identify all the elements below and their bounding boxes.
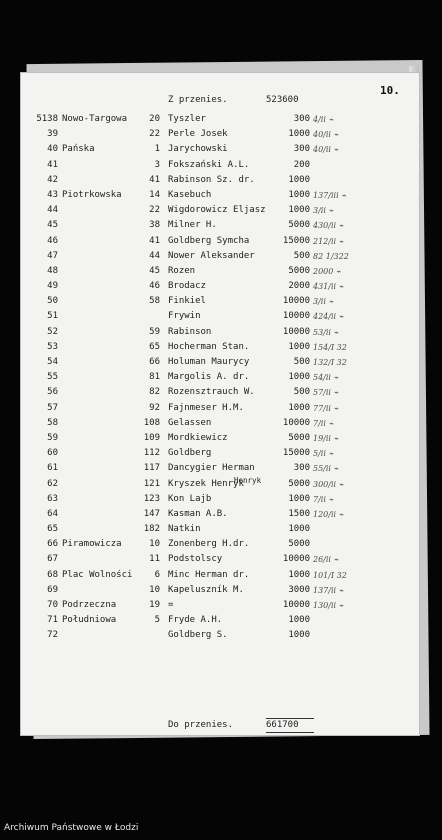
house-number: 182 (143, 524, 160, 535)
amount: 1000 (288, 341, 310, 352)
ledger-row (20, 628, 420, 643)
amount: 5000 (288, 539, 310, 550)
ledger-row (20, 401, 420, 416)
entry-number: 67 (47, 554, 58, 565)
ledger-row (20, 583, 420, 598)
entry-number: 55 (47, 372, 58, 383)
handwritten-note: 424/ii ⌁ (313, 312, 344, 322)
ledger-row (20, 492, 420, 507)
handwritten-note: 3/ii ⌁ (313, 206, 334, 216)
amount: 15000 (282, 448, 310, 459)
house-number: 5 (154, 615, 160, 626)
entry-number: 59 (47, 432, 58, 443)
amount: 1500 (288, 508, 310, 519)
ledger-row (20, 446, 420, 461)
amount: 1000 (288, 174, 310, 185)
payer-name: Kryszek Henryk (168, 478, 244, 489)
house-number: 10 (149, 584, 160, 595)
payer-name: Natkin (168, 524, 201, 535)
entry-number: 72 (47, 630, 58, 641)
entry-number: 64 (47, 508, 58, 519)
payer-name: Goldberg Symcha (168, 235, 250, 246)
amount: 1000 (288, 493, 310, 504)
amount: 300 (293, 114, 310, 124)
amount: 2000 (288, 281, 310, 292)
ledger-row (20, 173, 420, 188)
ledger-row (20, 249, 420, 264)
ledger-row (20, 309, 420, 324)
payer-name: Fryde A.H. (168, 615, 223, 626)
amount: 300 (293, 144, 310, 155)
entry-number: 63 (47, 493, 58, 504)
handwritten-note: 7/ii ⌁ (313, 494, 334, 504)
ledger-row (20, 552, 420, 567)
house-number: 38 (149, 220, 160, 231)
payer-name: Frywin (168, 311, 201, 322)
amount: 1000 (288, 630, 310, 641)
handwritten-note: 430/ii ⌁ (313, 221, 344, 231)
entry-number: 62 (47, 478, 58, 489)
amount: 5000 (288, 478, 310, 489)
house-number: 147 (143, 508, 160, 519)
ledger-row (20, 264, 420, 279)
payer-name: Finkiel (168, 296, 206, 307)
carry-out-line (168, 720, 299, 730)
street-name: Piramowicza (62, 539, 122, 550)
handwritten-note: 54/ii ⌁ (313, 373, 339, 383)
payer-name: Margolis A. dr. (168, 372, 250, 383)
amount: 1000 (288, 569, 310, 580)
amount: 1000 (288, 402, 310, 413)
payer-name: Perle Josek (168, 129, 228, 140)
handwritten-note: 7/ii ⌁ (313, 418, 334, 428)
amount: 3000 (288, 584, 310, 595)
ledger-row (20, 218, 420, 233)
house-number: 3 (154, 159, 160, 170)
payer-name: Holuman Maurycy (168, 357, 250, 367)
payer-name: Jarychowski (168, 144, 228, 155)
handwritten-note: 77/ii ⌁ (313, 403, 339, 413)
house-number: 109 (143, 432, 160, 443)
amount: 10000 (282, 326, 310, 337)
handwritten-note: 300/ii ⌁ (313, 479, 344, 489)
entry-number: 56 (47, 387, 58, 398)
archive-watermark: Archiwum Państwowe w Łodzi (4, 823, 139, 833)
payer-name: Kasman A.B. (168, 508, 228, 519)
handwritten-note: 137/ii ⌁ (313, 585, 344, 595)
ledger-row (20, 598, 420, 613)
payer-name: Minc Herman dr. (168, 569, 250, 580)
entry-number: 45 (47, 220, 58, 231)
house-number: 20 (149, 114, 160, 124)
handwritten-note: 4/ii ⌁ (313, 115, 334, 124)
ledger-row (20, 325, 420, 340)
carry-in-line (168, 95, 299, 105)
ledger-row (20, 431, 420, 446)
amount: 10000 (282, 296, 310, 307)
handwritten-note: 212/ii ⌁ (313, 236, 344, 246)
payer-name: Wigdorowicz Eljasz (168, 205, 266, 216)
entry-number: 58 (47, 417, 58, 428)
amount: 200 (293, 159, 310, 170)
entry-number: 51 (47, 311, 58, 322)
entry-number: 50 (47, 296, 58, 307)
entry-number: 66 (47, 539, 58, 550)
amount: 1000 (288, 615, 310, 626)
entry-number: 40 (47, 144, 58, 155)
page-number: 10. (380, 84, 400, 97)
total-rule-top (266, 718, 314, 719)
payer-name: Gelassen (168, 417, 212, 428)
house-number: 92 (149, 402, 160, 413)
ledger-row (20, 127, 420, 142)
entry-number: 71 (47, 615, 58, 626)
carry-out-label: Do przenies. (168, 720, 234, 730)
handwritten-note: 130/ii ⌁ (313, 601, 344, 610)
entry-number: 42 (47, 174, 58, 185)
amount: 1000 (288, 372, 310, 383)
entry-number: 53 (47, 341, 58, 352)
ledger-row (20, 158, 420, 173)
payer-name: Tyszler (168, 114, 206, 124)
payer-name: Dancygier Herman (168, 463, 255, 474)
street-name: Nowo-Targowa (62, 114, 128, 124)
entry-number: 54 (47, 357, 58, 367)
handwritten-note: 57/ii ⌁ (313, 388, 339, 398)
entry-number: 5138 (36, 114, 58, 124)
entry-number: 41 (47, 159, 58, 170)
ledger-row (20, 279, 420, 294)
house-number: 46 (149, 281, 160, 292)
house-number: 44 (149, 250, 160, 261)
ledger-row (20, 613, 420, 628)
ledger-row (20, 537, 420, 552)
house-number: 41 (149, 174, 160, 185)
ledger-row (20, 568, 420, 583)
handwritten-note: 137/iii ⌁ (313, 190, 346, 200)
payer-name: Goldberg (168, 448, 212, 459)
street-name: Piotrkowska (62, 189, 122, 200)
payer-name: Rozensztrauch W. (168, 387, 255, 398)
ledger-row (20, 203, 420, 218)
carry-in-amount: 523600 (266, 95, 299, 105)
street-name: Podrzeczna (62, 600, 117, 610)
ledger-row (20, 461, 420, 476)
entry-number: 46 (47, 235, 58, 246)
handwritten-note: 53/ii ⌁ (313, 327, 339, 337)
amount: 1000 (288, 205, 310, 216)
house-number: 117 (143, 463, 160, 474)
entry-number: 65 (47, 524, 58, 535)
ledger-row (20, 477, 420, 492)
amount: 5000 (288, 265, 310, 276)
house-number: 10 (149, 539, 160, 550)
ledger-page (20, 72, 420, 736)
handwritten-note: 82 1/322 (313, 251, 349, 261)
entry-number: 60 (47, 448, 58, 459)
payer-name: Hocherman Stan. (168, 341, 250, 352)
house-number: 66 (149, 357, 160, 367)
ledger-row (20, 142, 420, 157)
amount: 10000 (282, 600, 310, 610)
house-number: 45 (149, 265, 160, 276)
amount: 300 (293, 463, 310, 474)
carry-in-label: Z przenies. (168, 95, 228, 105)
house-number: 1 (154, 144, 160, 155)
amount: 10000 (282, 417, 310, 428)
house-number: 82 (149, 387, 160, 398)
handwritten-note: 19/ii ⌁ (313, 433, 339, 443)
ledger-row (20, 370, 420, 385)
house-number: 59 (149, 326, 160, 337)
ledger (20, 72, 420, 736)
house-number: 58 (149, 296, 160, 307)
carry-out-amount: 661700 (266, 720, 299, 730)
house-number: 22 (149, 129, 160, 140)
payer-name: Rabinson (168, 326, 212, 337)
handwritten-note: 2000 ⌁ (313, 266, 341, 276)
handwritten-note: 3/ii ⌁ (313, 297, 334, 307)
ledger-row (20, 112, 420, 127)
entry-number: 47 (47, 250, 58, 261)
handwritten-note: 120/ii ⌁ (313, 509, 344, 519)
handwritten-note: 40/ii ⌁ (313, 145, 339, 155)
amount: 500 (293, 387, 310, 398)
payer-name: Fokszański A.L. (168, 159, 250, 170)
house-number: 121 (143, 478, 160, 489)
entry-number: 70 (47, 600, 58, 610)
street-name: Południowa (62, 615, 117, 626)
ledger-row (20, 294, 420, 309)
amount: 500 (293, 357, 310, 367)
amount: 10000 (282, 311, 310, 322)
amount: 10000 (282, 554, 310, 565)
street-name: Pańska (62, 144, 95, 155)
payer-name: Nower Aleksander (168, 250, 255, 261)
amount: 1000 (288, 524, 310, 535)
street-name: Plac Wolności (62, 569, 133, 580)
amount: 5000 (288, 220, 310, 231)
entry-number: 68 (47, 569, 58, 580)
payer-name: Kapeluszník M. (168, 584, 244, 595)
handwritten-note: 26/ii ⌁ (313, 555, 339, 565)
amount: 5000 (288, 432, 310, 443)
amount: 500 (293, 250, 310, 261)
house-number: 112 (143, 448, 160, 459)
payer-name: Rabinson Sz. dr. (168, 174, 255, 185)
ledger-row (20, 188, 420, 203)
ledger-rows (20, 112, 420, 644)
total-rule-bottom (266, 732, 314, 733)
house-number: 22 (149, 205, 160, 216)
house-number: 123 (143, 493, 160, 504)
payer-name: Zonenberg H.dr. (168, 539, 250, 550)
house-number: 6 (154, 569, 160, 580)
handwritten-note: 101/I 32 (313, 570, 347, 580)
handwritten-note: 5/ii ⌁ (313, 449, 334, 459)
entry-number: 57 (47, 402, 58, 413)
house-number: 14 (149, 189, 160, 200)
payer-name: = (168, 600, 174, 610)
entry-number: 61 (47, 463, 58, 474)
entry-number: 69 (47, 584, 58, 595)
house-number: 19 (149, 600, 160, 610)
payer-name: Brodacz (168, 281, 206, 292)
ledger-row (20, 385, 420, 400)
ledger-row (20, 355, 420, 370)
entry-number: 49 (47, 281, 58, 292)
ledger-row (20, 507, 420, 522)
payer-name: Kasebuch (168, 189, 212, 200)
entry-number: 48 (47, 265, 58, 276)
house-number: 11 (149, 554, 160, 565)
payer-name: Kon Lajb (168, 493, 212, 504)
ledger-row (20, 340, 420, 355)
payer-name: Fajnmeser H.M. (168, 402, 244, 413)
payer-name: Mordkiewicz (168, 432, 228, 443)
payer-name: Milner H. (168, 220, 217, 231)
handwritten-note: 55/ii ⌁ (313, 464, 339, 474)
payer-name: Goldberg S. (168, 630, 228, 641)
house-number: 108 (143, 417, 160, 428)
entry-number: 52 (47, 326, 58, 337)
payer-name: Rozen (168, 265, 196, 276)
overwritten-name: Henryk (234, 475, 262, 485)
entry-number: 44 (47, 205, 58, 216)
payer-name: Podstolscy (168, 554, 223, 565)
amount: 1000 (288, 129, 310, 140)
house-number: 81 (149, 372, 160, 383)
house-number: 41 (149, 235, 160, 246)
entry-number: 39 (47, 129, 58, 140)
amount: 15000 (282, 235, 310, 246)
amount: 1000 (288, 189, 310, 200)
entry-number: 43 (47, 189, 58, 200)
handwritten-note: 40/ii ⌁ (313, 130, 339, 140)
ledger-row (20, 522, 420, 537)
handwritten-note: 132/I 32 (313, 358, 347, 367)
handwritten-note: 431/ii ⌁ (313, 282, 344, 292)
ledger-row (20, 234, 420, 249)
handwritten-note: 154/I 32 (313, 342, 347, 352)
house-number: 65 (149, 341, 160, 352)
ledger-row (20, 416, 420, 431)
